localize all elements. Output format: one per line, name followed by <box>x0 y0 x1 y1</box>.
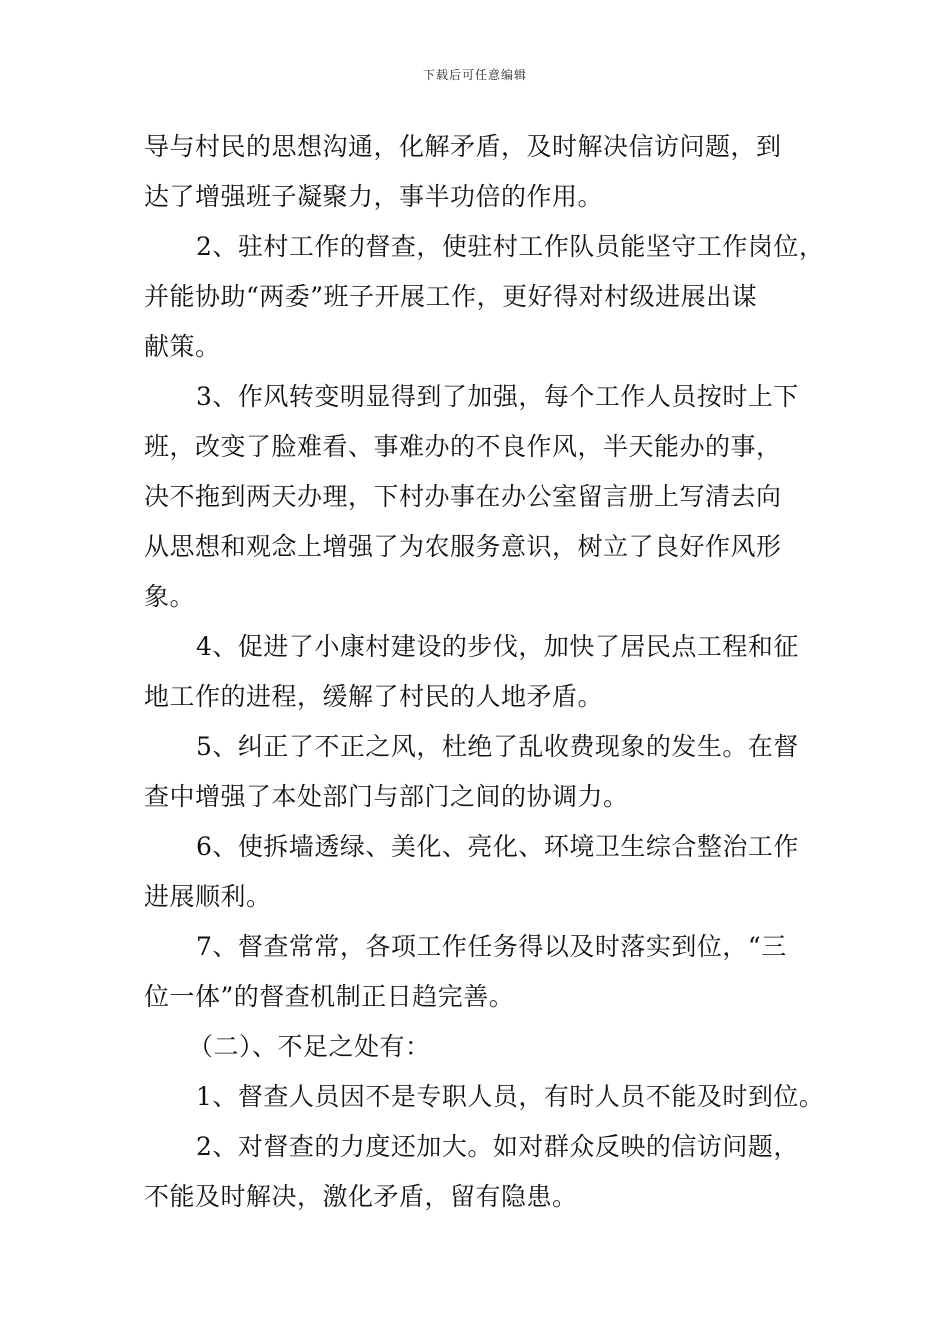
paragraph-start: 4、促进了小康村建设的步伐，加快了居民点工程和征 <box>196 632 799 661</box>
text-line: 从思想和观念上增强了为农服务意识，树立了良好作风形 <box>144 532 782 561</box>
text-line: 进展顺利。 <box>144 882 272 911</box>
paragraph-start: 1、督查人员因不是专职人员，有时人员不能及时到位。 <box>196 1082 825 1111</box>
paragraph-start: 7、督查常常，各项工作任务得以及时落实到位，“三 <box>196 932 787 961</box>
text-line: 并能协助“两委”班子开展工作，更好得对村级进展出谋 <box>144 282 758 311</box>
paragraph-start: 2、对督查的力度还加大。如对群众反映的信访问题， <box>196 1132 799 1161</box>
paragraph-start: 5、纠正了不正之风，杜绝了乱收费现象的发生。在督 <box>196 732 799 761</box>
text-line: 地工作的进程，缓解了村民的人地矛盾。 <box>144 682 604 711</box>
text-line: 导与村民的思想沟通，化解矛盾，及时解决信访问题，到 <box>144 132 782 161</box>
text-line: 查中增强了本处部门与部门之间的协调力。 <box>144 782 629 811</box>
text-line: 献策。 <box>144 332 221 361</box>
section-heading: （二）、不足之处有： <box>188 1032 431 1061</box>
text-line: 达了增强班子凝聚力，事半功倍的作用。 <box>144 182 604 211</box>
paragraph-start: 3、作风转变明显得到了加强，每个工作人员按时上下 <box>196 382 799 411</box>
text-line: 象。 <box>144 582 196 611</box>
text-line: 班，改变了脸难看、事难办的不良作风，半天能办的事， <box>144 432 782 461</box>
page-header: 下载后可任意编辑 <box>422 68 527 82</box>
text-line: 不能及时解决，激化矛盾，留有隐患。 <box>144 1182 578 1211</box>
document-body <box>144 122 825 1222</box>
paragraph-start: 2、驻村工作的督查，使驻村工作队员能坚守工作岗位， <box>196 232 825 261</box>
text-line: 决不拖到两天办理，下村办事在办公室留言册上写清去向 <box>144 482 782 511</box>
text-line: 位一体”的督查机制正日趋完善。 <box>144 982 515 1011</box>
paragraph-start: 6、使拆墙透绿、美化、亮化、环境卫生综合整治工作 <box>196 832 799 861</box>
